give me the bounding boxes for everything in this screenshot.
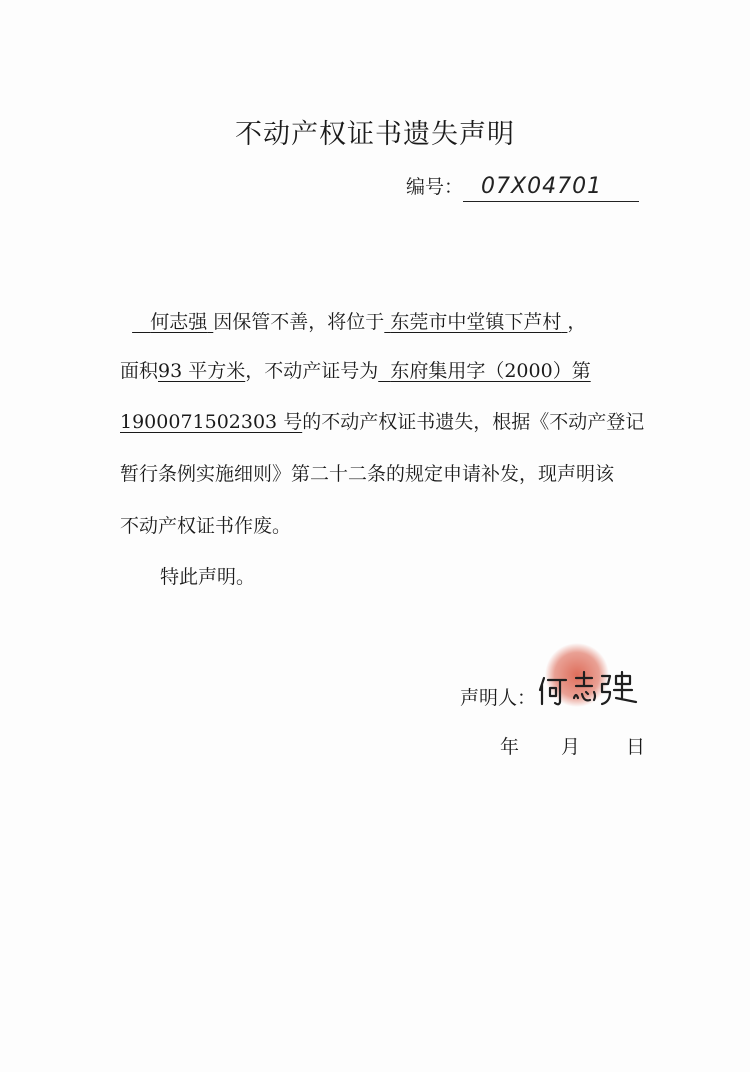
body-text-3: 面积	[120, 360, 159, 382]
serial-value: 07X04701	[463, 173, 639, 202]
body-line-2	[120, 357, 591, 385]
declarant-row	[460, 668, 646, 714]
body-text-2: ，	[567, 311, 587, 333]
date-day-label: 日	[626, 736, 646, 758]
body-text-4: ，不动产证号为	[245, 360, 379, 382]
serial-label: 编号：	[406, 176, 464, 198]
body-text-5: 的不动产权证书遗失，根据《不动产登记	[302, 411, 645, 433]
body-line-3	[120, 408, 644, 436]
declarant-label: 声明人：	[460, 687, 537, 709]
date-month-label: 月	[561, 736, 581, 758]
body-line-4: 暂行条例实施细则》第二十二条的规定申请补发，现声明该	[120, 463, 615, 485]
certificate-number: 1900071502303 号	[120, 411, 303, 433]
body-line-5: 不动产权证书作废。	[120, 515, 292, 537]
document-title: 不动产权证书遗失声明	[235, 119, 515, 150]
handwritten-signature	[536, 668, 646, 714]
date-year-label: 年	[500, 736, 520, 758]
certificate-prefix: 东府集用字（2000）第	[390, 360, 591, 382]
closing-statement: 特此声明。	[160, 566, 256, 588]
serial-number-row	[406, 172, 639, 202]
body-line-1	[120, 308, 586, 336]
body-text-1: 因保管不善，将位于	[213, 311, 385, 333]
owner-name: 何志强	[150, 311, 208, 333]
property-location: 东莞市中堂镇下芦村	[390, 311, 562, 333]
property-area: 93 平方米	[158, 360, 246, 382]
